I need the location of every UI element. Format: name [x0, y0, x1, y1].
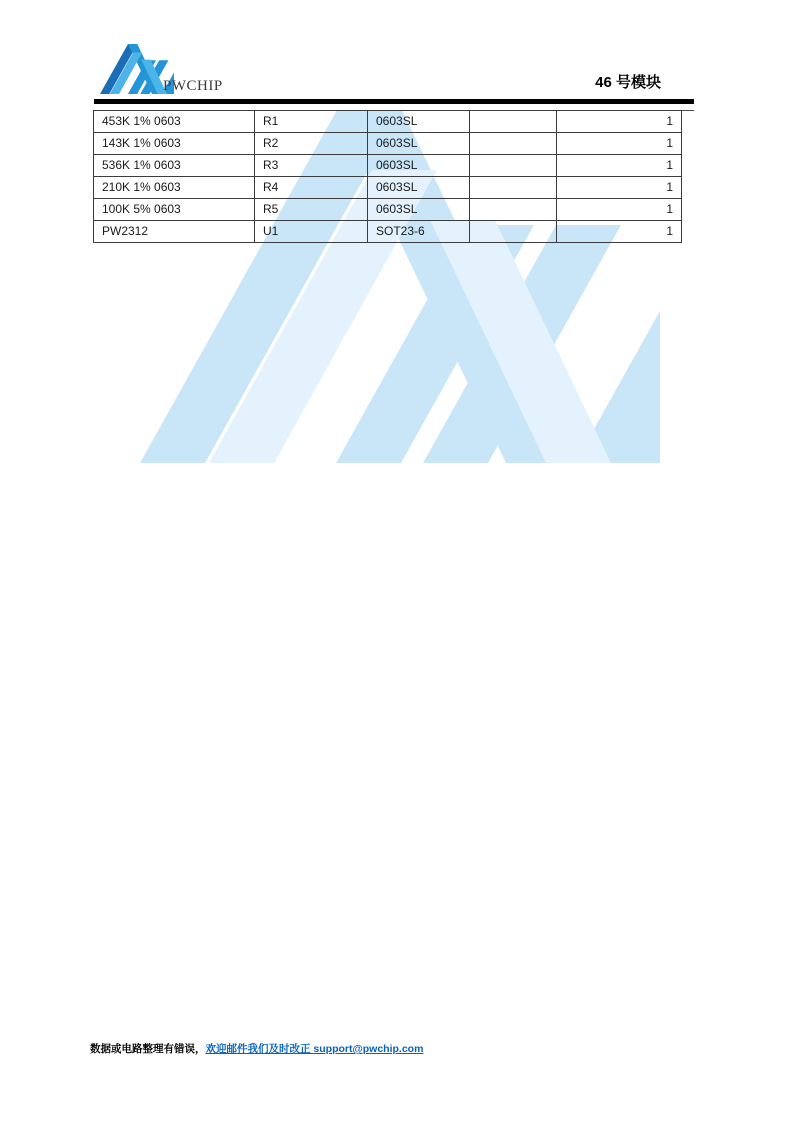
cell-ref: R2	[255, 133, 368, 155]
cell-package: SOT23-6	[368, 221, 470, 243]
table-row	[94, 111, 682, 133]
cell-empty	[470, 133, 557, 155]
brand-name: PWCHIP	[163, 78, 223, 94]
cell-package: 0603SL	[368, 199, 470, 221]
cell-empty	[470, 155, 557, 177]
cell-qty: 1	[557, 133, 682, 155]
cell-ref: R4	[255, 177, 368, 199]
table-row	[94, 155, 682, 177]
cell-empty	[470, 221, 557, 243]
cell-qty: 1	[557, 177, 682, 199]
cell-ref: U1	[255, 221, 368, 243]
cell-qty: 1	[557, 155, 682, 177]
cell-package: 0603SL	[368, 111, 470, 133]
cell-ref: R5	[255, 199, 368, 221]
cell-ref: R3	[255, 155, 368, 177]
table-row	[94, 221, 682, 243]
cell-package: 0603SL	[368, 177, 470, 199]
cell-empty	[470, 177, 557, 199]
header-rule-thick	[94, 99, 694, 104]
cell-ref: R1	[255, 111, 368, 133]
table-row	[94, 177, 682, 199]
cell-qty: 1	[557, 221, 682, 243]
cell-package: 0603SL	[368, 133, 470, 155]
table-row	[94, 199, 682, 221]
footer-support-link[interactable]: 欢迎邮件我们及时改正 support@pwchip.com	[205, 1043, 424, 1055]
cell-part: 210K 1% 0603	[94, 177, 255, 199]
footer-notice-text: 数据或电路整理有错误，	[90, 1043, 206, 1055]
footer-note	[90, 1041, 423, 1056]
cell-part: PW2312	[94, 221, 255, 243]
cell-part: 143K 1% 0603	[94, 133, 255, 155]
cell-empty	[470, 111, 557, 133]
table-row	[94, 133, 682, 155]
page-title: 46 号模块	[595, 74, 661, 91]
cell-part: 536K 1% 0603	[94, 155, 255, 177]
cell-qty: 1	[557, 199, 682, 221]
cell-part: 453K 1% 0603	[94, 111, 255, 133]
cell-package: 0603SL	[368, 155, 470, 177]
cell-qty: 1	[557, 111, 682, 133]
bom-table	[93, 110, 682, 243]
cell-part: 100K 5% 0603	[94, 199, 255, 221]
cell-empty	[470, 199, 557, 221]
